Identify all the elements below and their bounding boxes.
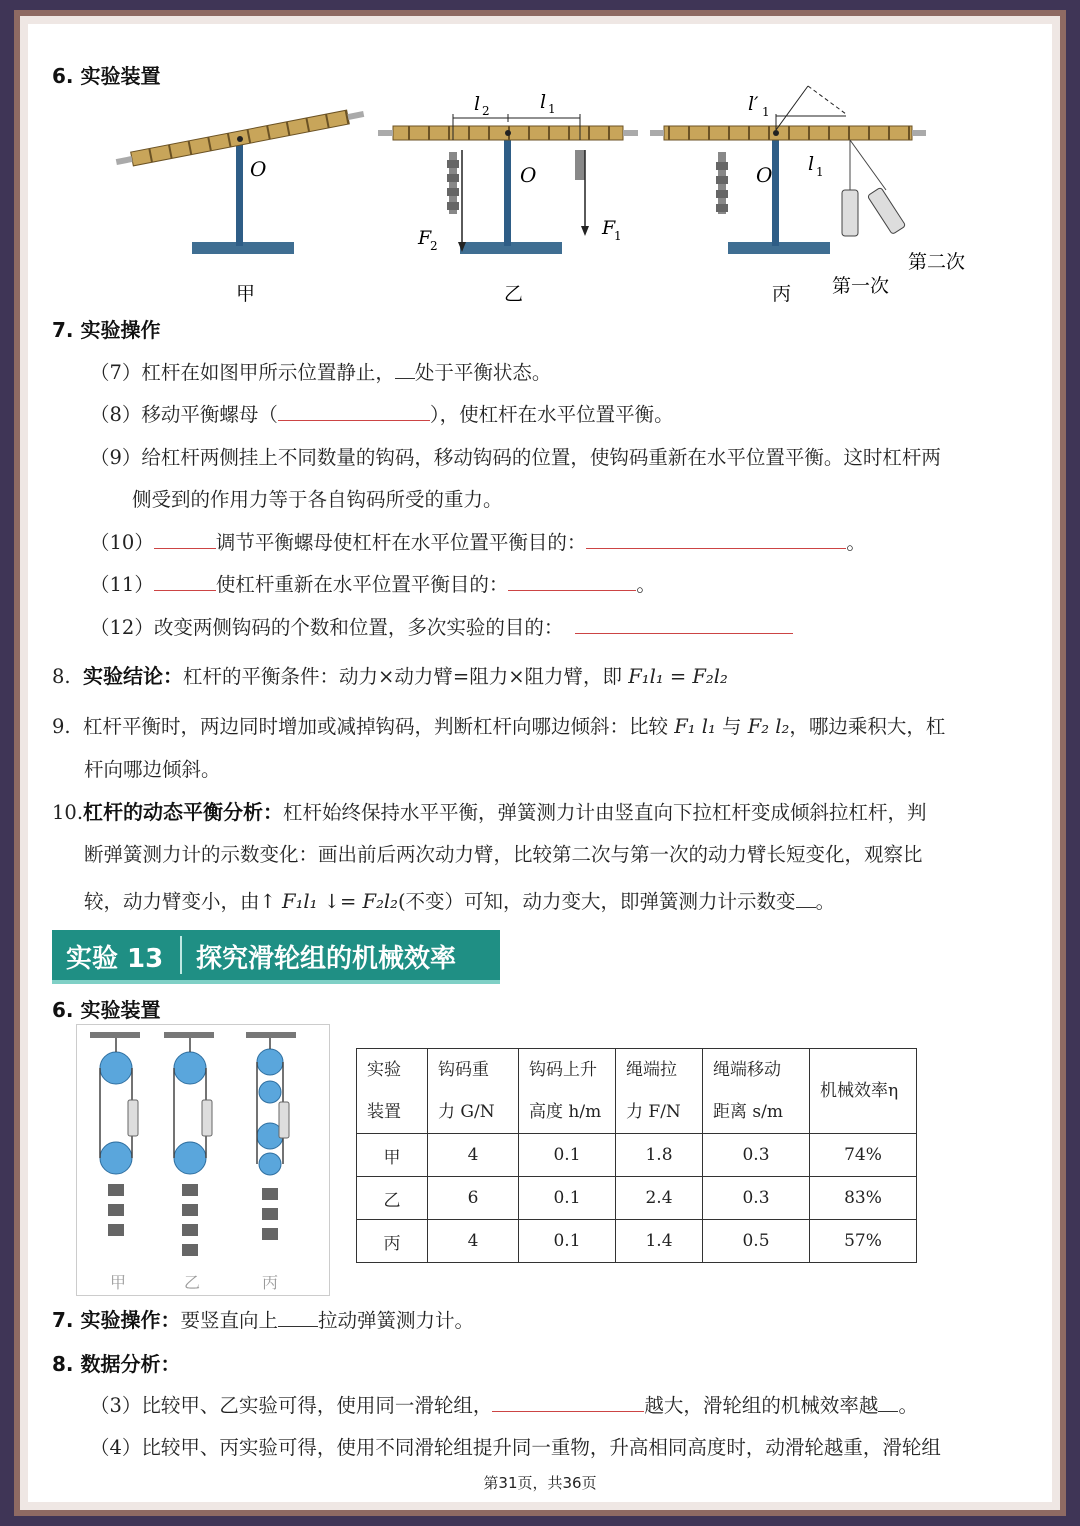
answer-blank[interactable] xyxy=(878,1393,898,1412)
item-10-line3: 较，动力臂变小，由↑ F₁l₁ ↓= F₂l₂(不变）可知，动力变大，即弹簧测力计示数变 。 xyxy=(84,890,836,913)
table-row: 甲 4 0.1 1.8 0.3 74% xyxy=(357,1134,917,1177)
pulley-label-jia: 甲 xyxy=(110,1273,127,1292)
heading-operation-1: 7. 实验操作 xyxy=(52,318,161,342)
answer-blank[interactable] xyxy=(395,360,415,379)
answer-blank[interactable] xyxy=(492,1393,644,1412)
banner-title: 探究滑轮组的机械效率 xyxy=(196,944,457,974)
figure-label-bing: 丙 xyxy=(772,283,792,305)
op-item-8: （8）移动平衡螺母（ ），使杠杆在水平位置平衡。 xyxy=(90,403,674,426)
lever-figure-bing xyxy=(650,86,965,305)
page-footer: 第31页，共36页 xyxy=(483,1474,597,1492)
svg-text:1: 1 xyxy=(762,105,770,119)
pulley-label-yi: 乙 xyxy=(184,1273,201,1292)
analysis-item-4: （4）比较甲、丙实验可得，使用不同滑轮组提升同一重物，升高相同高度时，动滑轮越重，滑轮组 xyxy=(90,1436,941,1459)
op-item-10: （10） 调节平衡螺母使杠杆在水平位置平衡目的： 。 xyxy=(90,531,866,554)
heading-apparatus-1: 6. 实验装置 xyxy=(52,64,161,88)
label-first-pull: 第一次 xyxy=(832,275,890,297)
item-9-line2: 杆向哪边倾斜。 xyxy=(84,758,221,781)
experiment-13-banner xyxy=(52,930,500,984)
answer-blank[interactable] xyxy=(508,572,636,591)
lever-apparatus-figure xyxy=(108,70,988,310)
op-item-12: （12）改变两侧钩码的个数和位置，多次实验的目的： xyxy=(90,612,793,640)
svg-text:l′: l′ xyxy=(748,93,759,115)
op-item-9-line2: 侧受到的作用力等于各自钩码所受的重力。 xyxy=(132,488,503,511)
op-item-9-line1: （9）给杠杆两侧挂上不同数量的钩码，移动钩码的位置，使钩码重新在水平位置平衡。这时杠杆两 xyxy=(90,446,941,469)
pulley-label-bing: 丙 xyxy=(262,1273,279,1292)
answer-blank[interactable] xyxy=(154,572,216,591)
svg-text:O: O xyxy=(520,163,537,187)
svg-text:O: O xyxy=(756,163,773,187)
label-second-pull: 第二次 xyxy=(908,251,966,273)
svg-text:F: F xyxy=(418,227,432,249)
svg-text:1: 1 xyxy=(816,165,824,179)
analysis-item-3: （3）比较甲、乙实验可得，使用同一滑轮组， 越大，滑轮组的机械效率越 。 xyxy=(90,1394,918,1417)
answer-blank[interactable] xyxy=(154,530,216,549)
svg-text:2: 2 xyxy=(482,104,490,118)
banner-number: 实验 13 xyxy=(66,944,164,974)
svg-text:l: l xyxy=(808,153,815,175)
svg-text:2: 2 xyxy=(430,239,438,253)
document-page xyxy=(28,24,1052,1502)
item-10-line2: 断弹簧测力计的示数变化：画出前后两次动力臂，比较第二次与第一次的动力臂长短变化，观察比 xyxy=(84,843,923,866)
heading-apparatus-2: 6. 实验装置 xyxy=(52,998,161,1022)
svg-text:1: 1 xyxy=(548,102,556,116)
figure-label-jia: 甲 xyxy=(236,283,256,305)
conclusion-8: 8. 实验结论：杠杆的平衡条件：动力×动力臂=阻力×阻力臂，即 F₁l₁ = F₂l₂ xyxy=(52,664,728,688)
svg-text:l: l xyxy=(540,91,547,113)
item-9-line1: 9. 杠杆平衡时，两边同时增加或减掉钩码，判断杠杆向哪边倾斜：比较 F₁ l₁ 与 F₂ l₂，哪边乘积大，杠 xyxy=(52,715,946,738)
table-row: 乙 6 0.1 2.4 0.3 83% xyxy=(357,1177,917,1220)
pulley-apparatus-figure xyxy=(76,1024,330,1296)
balance-formula: F₁l₁ = F₂l₂ xyxy=(628,665,728,688)
svg-text:l: l xyxy=(474,93,481,115)
efficiency-data-table xyxy=(356,1048,917,1263)
lever-figure-yi xyxy=(378,91,638,305)
answer-blank[interactable] xyxy=(278,402,430,421)
svg-text:1: 1 xyxy=(614,229,622,243)
figure-label-yi: 乙 xyxy=(504,283,524,305)
answer-blank[interactable] xyxy=(278,1308,318,1327)
answer-blank[interactable] xyxy=(796,889,816,908)
heading-data-analysis: 8. 数据分析： xyxy=(52,1352,181,1376)
answer-blank[interactable] xyxy=(575,615,793,634)
op-item-7: （7）杠杆在如图甲所示位置静止， 处于平衡状态。 xyxy=(90,361,552,384)
item-10-line1: 10.杠杆的动态平衡分析：杠杆始终保持水平平衡，弹簧测力计由竖直向下拉杠杆变成倾斜拉杠杆，判 xyxy=(52,800,927,824)
svg-text:F: F xyxy=(602,217,616,239)
table-header-row: 实验 装置 钩码重 力 G/N 钩码上升 高度 h/m 绳端拉 力 F/N 绳端移动 距离 s/m 机械效率η xyxy=(357,1049,917,1134)
answer-blank[interactable] xyxy=(586,530,846,549)
table-row: 丙 4 0.1 1.4 0.5 57% xyxy=(357,1220,917,1263)
op-item-11: （11） 使杠杆重新在水平位置平衡目的： 。 xyxy=(90,573,656,596)
pivot-label-o: O xyxy=(250,157,267,181)
operation-2: 7. 实验操作：要竖直向上 拉动弹簧测力计。 xyxy=(52,1308,475,1332)
lever-figure-jia xyxy=(115,107,365,305)
